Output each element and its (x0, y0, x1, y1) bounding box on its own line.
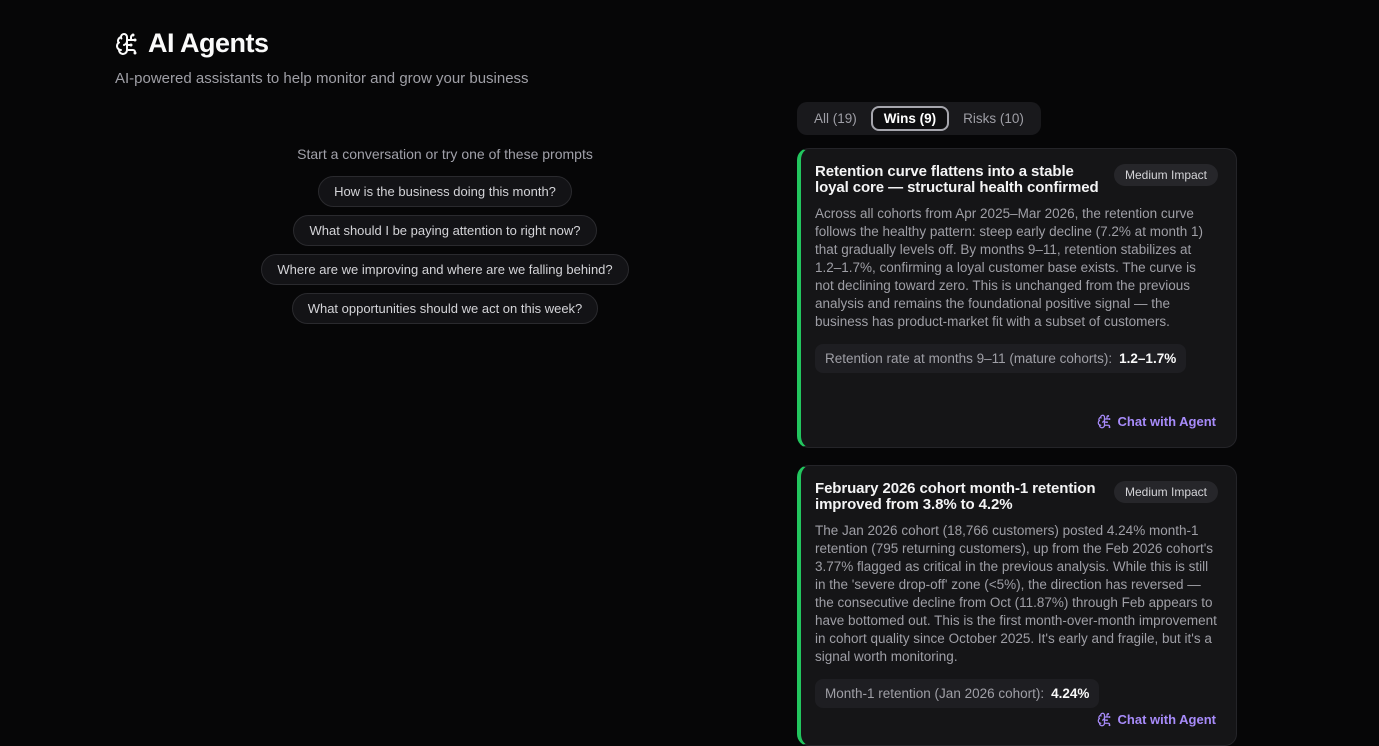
main-content (115, 102, 1379, 746)
insight-card-body: Across all cohorts from Apr 2025–Mar 2026, the retention curve follows the healthy pattern: steep early decline (7.2% at month 1) that gradually levels off. By months 9–11, retention stabilizes at 1.2–1.7%, confirming a loyal customer base exists. The curve is not declining toward zero. This is unchanged from the previous analysis and remains the foundational positive signal — the business has product-market fit with a subset of customers. (815, 206, 1203, 329)
metric-value: 4.24% (1051, 686, 1090, 701)
prompt-button-opportunities-this-week[interactable]: What opportunities should we act on this week? (292, 293, 599, 324)
metric-label: Month-1 retention (Jan 2026 cohort): (825, 686, 1045, 701)
metric-row (815, 344, 1186, 373)
prompt-button-improving-falling-behind[interactable]: Where are we improving and where are we falling behind? (261, 254, 628, 285)
conversation-panel (115, 102, 775, 332)
insight-card-title: Retention curve flattens into a stable loyal core — structural health confirmed (815, 163, 1099, 196)
brain-circuit-icon (115, 32, 139, 56)
insight-filter-tabs (797, 102, 1041, 135)
metric-value: 1.2–1.7% (1119, 351, 1177, 366)
prompt-button-attention-now[interactable]: What should I be paying attention to right now? (293, 215, 596, 246)
insight-card-feb-cohort (797, 465, 1237, 746)
insight-card-title: February 2026 cohort month-1 retention improved from 3.8% to 4.2% (815, 480, 1096, 513)
page-header (115, 28, 1379, 87)
chat-with-agent-button[interactable] (1095, 708, 1218, 731)
impact-badge: Medium Impact (1114, 164, 1218, 186)
chat-with-agent-label: Chat with Agent (1117, 712, 1216, 727)
page-title: AI Agents (148, 28, 269, 58)
chat-with-agent-label: Chat with Agent (1117, 414, 1216, 429)
insights-panel (797, 102, 1237, 746)
page-subtitle: AI-powered assistants to help monitor and grow your business (115, 70, 529, 87)
tab-wins[interactable]: Wins (9) (871, 106, 949, 131)
tab-all[interactable]: All (19) (802, 106, 869, 131)
impact-badge: Medium Impact (1114, 481, 1218, 503)
chat-agent-brain-circuit-icon (1097, 712, 1112, 727)
insight-card-retention-curve (797, 148, 1237, 448)
prompt-button-business-this-month[interactable]: How is the business doing this month? (318, 176, 572, 207)
metric-label: Retention rate at months 9–11 (mature cohorts): (825, 351, 1113, 366)
chat-agent-brain-circuit-icon (1097, 414, 1112, 429)
tab-risks[interactable]: Risks (10) (951, 106, 1036, 131)
prompts-intro-text: Start a conversation or try one of these prompts (297, 146, 593, 162)
insight-card-body: The Jan 2026 cohort (18,766 customers) posted 4.24% month-1 retention (795 returning customers), up from the Feb 2026 cohort's 3.77% flagged as critical in the previous analysis. While this is still in the 'severe drop-off' zone (<5%), the direction has reversed — the consecutive decline from Oct (11.87%) through Feb appears to have bottomed out. This is the first month-over-month improvement in cohort quality since October 2025. It's early and fragile, but it's a signal worth monitoring. (815, 523, 1217, 664)
chat-with-agent-button[interactable] (1095, 410, 1218, 433)
metric-row (815, 679, 1099, 708)
